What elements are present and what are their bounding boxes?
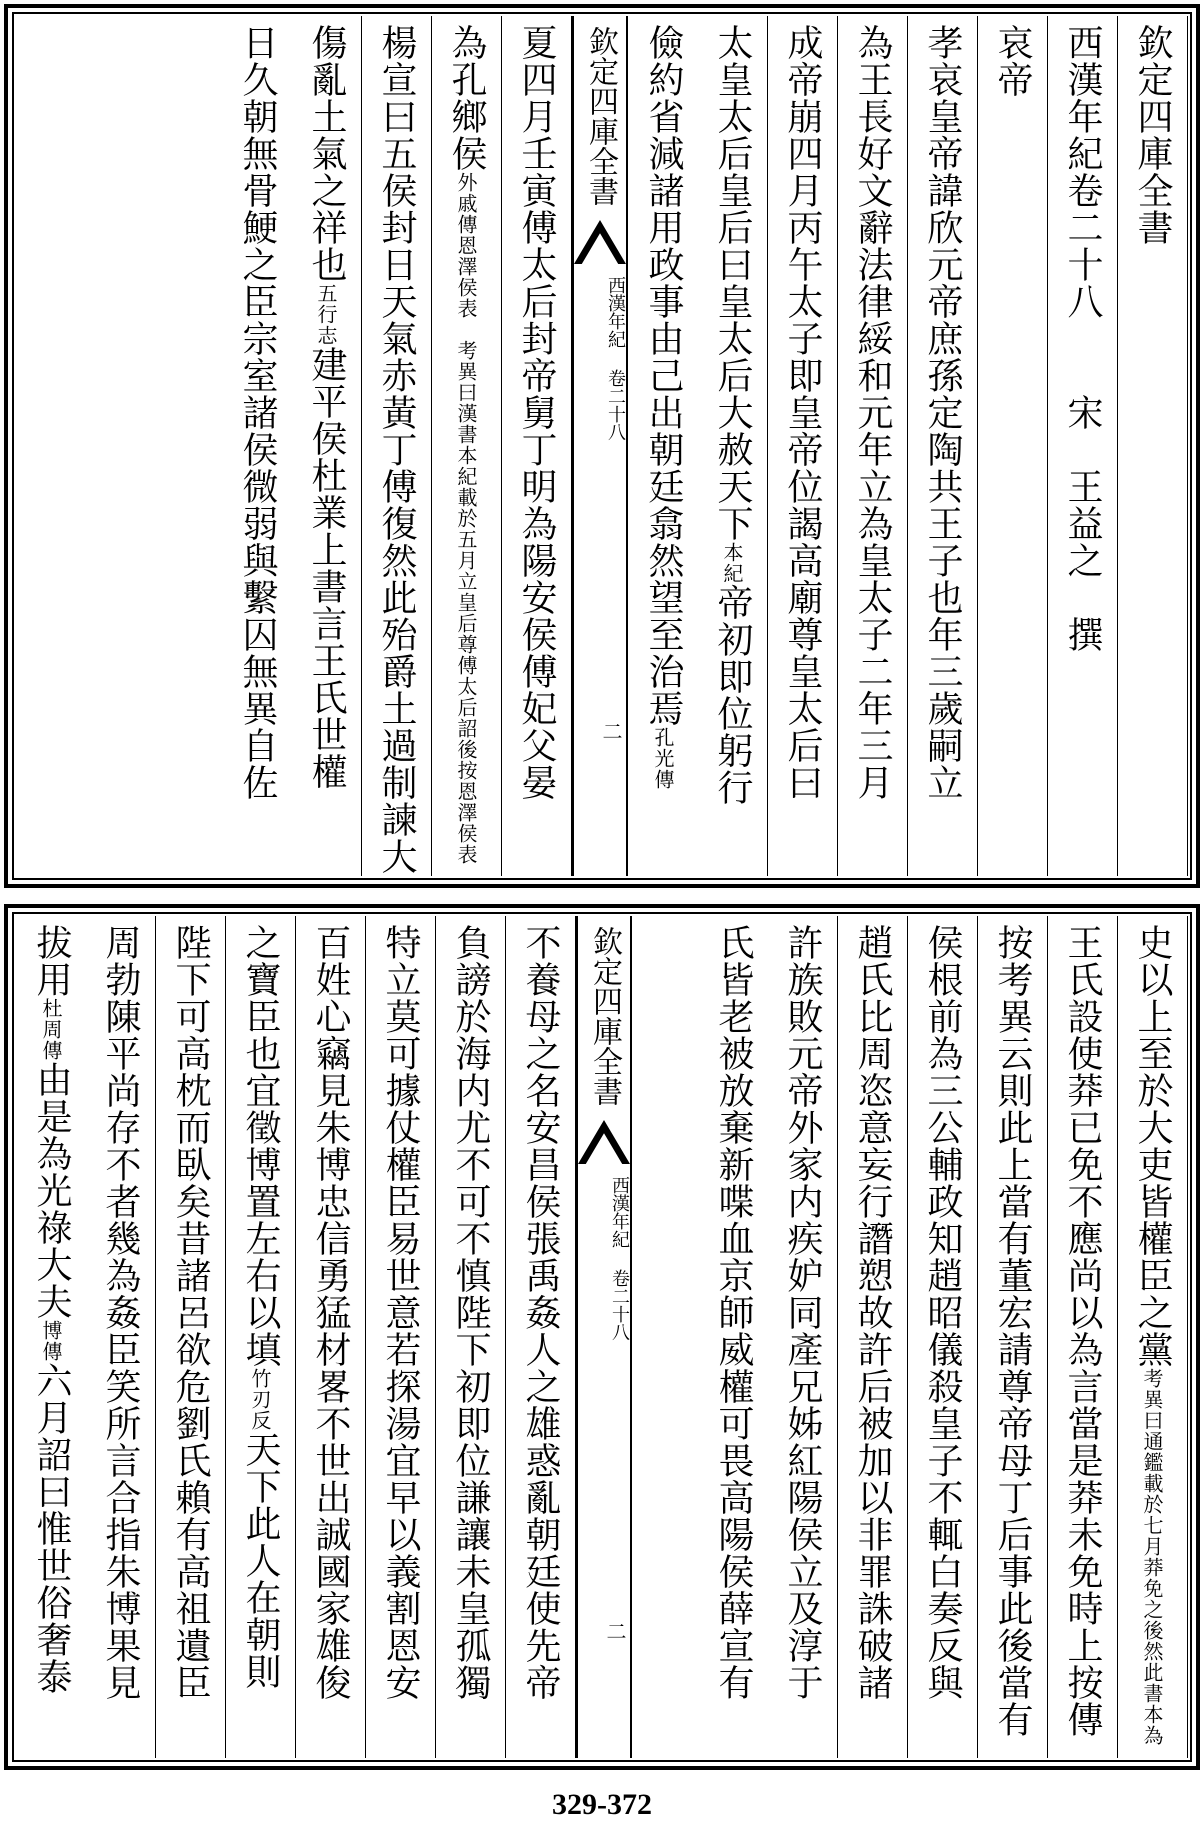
column-text: 不養母之名安昌侯張禹姦人之雄惑亂朝廷使先帝 (520, 924, 561, 1701)
column-text: 日久朝無骨鯁之臣宗室諸侯微弱與繫囚無異自佐 (237, 24, 278, 801)
annotation-note: 五行志 (314, 283, 338, 346)
upper-left-half (16, 16, 572, 876)
column-text: 氏皆老被放棄新喋血京師威權可畏高陽侯薛宣有 (713, 924, 754, 1701)
column-text: 史以上至於大吏皆權臣之黨 (1132, 924, 1173, 1368)
column-text: 孝哀皇帝諱欣元帝庶孫定陶共王子也年三歲嗣立 (922, 24, 963, 801)
page-lower (4, 904, 1200, 1770)
text-column (838, 16, 908, 876)
text-column (86, 916, 156, 1758)
fishtail-mark (574, 220, 626, 264)
text-column (366, 916, 436, 1758)
column-text: 太皇太后皇后曰皇太后大赦天下 (712, 24, 753, 542)
column-text: 拔用 (31, 924, 72, 998)
text-column (432, 16, 502, 876)
text-column (156, 916, 226, 1758)
column-text: 按考異云則此上當有董宏請尊帝母丁后事此後當有 (992, 924, 1033, 1738)
column-text: 周勃陳平尚存不者幾為姦臣笑所言合指朱博果見 (100, 924, 141, 1701)
text-column (16, 916, 86, 1758)
column-text: 成帝崩四月丙午太子即皇帝位謁高廟尊皇太后曰 (782, 24, 823, 801)
page-lower-body (16, 916, 1188, 1758)
annotation-note: 孔光傳 (651, 727, 675, 790)
column-text: 趙氏比周恣意妄行譖愬故許后被加以非罪誅破諸 (852, 924, 893, 1701)
text-column (628, 16, 698, 876)
text-column (768, 916, 838, 1758)
column-text: 欽定四庫全書 (1132, 24, 1173, 246)
annotation-note: 外戚傳恩澤侯表 考異曰漢書本紀載於五月立皇后尊傅太后詔後按恩澤侯表 (454, 172, 478, 865)
column-text: 為王長好文辭法律綏和元年立為皇太子二年三月 (852, 24, 893, 801)
annotation-note: 杜周傳 (39, 998, 63, 1061)
column-text: 負謗於海内尤不可不慎陛下初即位謙讓未皇孤獨 (450, 924, 491, 1701)
annotation-note: 竹刃反 (248, 1368, 272, 1431)
text-column (1118, 916, 1188, 1758)
text-column (222, 16, 292, 876)
column-text-continued: 天下此人在朝則 (240, 1431, 281, 1690)
fishtail-subtitle: 西漢年紀 卷二十八 (609, 1176, 630, 1341)
fishtail-book-title: 欽定四庫全書 (587, 926, 622, 1106)
column-text: 夏四月壬寅傅太后封帝舅丁明為陽安侯傅妃父晏 (516, 24, 557, 801)
column-text-continued: 建平侯杜業上書言王氏世權 (306, 346, 347, 790)
lower-right-half (632, 916, 1188, 1758)
fishtail-page-number: 二 (599, 721, 623, 741)
text-column (292, 16, 362, 876)
column-text-continued: 帝初即位躬行 (712, 584, 753, 806)
column-text: 哀帝 (992, 24, 1033, 98)
text-column (908, 916, 978, 1758)
annotation-note: 博傳 (39, 1320, 63, 1362)
text-column (436, 916, 506, 1758)
fishtail-column (576, 916, 632, 1758)
fishtail-subtitle: 西漢年紀 卷二十八 (605, 276, 626, 441)
text-column (502, 16, 572, 876)
column-text: 侯根前為三公輔政知趙昭儀殺皇子不輒白奏反與 (922, 924, 963, 1701)
column-text: 儉約省減諸用政事由己出朝廷翕然望至治焉 (643, 24, 684, 727)
fishtail-column (572, 16, 628, 876)
upper-right-half (628, 16, 1188, 876)
text-column (698, 916, 768, 1758)
text-column (908, 16, 978, 876)
text-column (362, 16, 432, 876)
fishtail-book-title: 欽定四庫全書 (583, 26, 618, 206)
column-text: 為孔鄉侯 (446, 24, 487, 172)
column-text: 傷亂土氣之祥也 (306, 24, 347, 283)
column-text: 百姓心竊見朱博忠信勇猛材畧不世出誠國家雄俊 (310, 924, 351, 1701)
text-column (226, 916, 296, 1758)
column-text: 之寶臣也宜徵博置左右以填 (240, 924, 281, 1368)
fishtail-page-number: 二 (603, 1621, 627, 1641)
text-column (1118, 16, 1188, 876)
text-column (296, 916, 366, 1758)
text-column (978, 16, 1048, 876)
annotation-note: 考異曰通鑑載於七月莽免之後然此書本為 (1140, 1368, 1164, 1746)
text-column (1048, 16, 1118, 876)
text-column (506, 916, 576, 1758)
column-text: 特立莫可據仗權臣易世意若探湯宜早以義割恩安 (380, 924, 421, 1701)
column-text: 王氏設使莽已免不應尚以為言當是莽未免時上按傳 (1062, 924, 1103, 1738)
column-text-continued: 六月詔曰惟世俗奢泰 (31, 1362, 72, 1695)
column-text-continued: 由是為光祿大夫 (31, 1061, 72, 1320)
fishtail-mark (578, 1120, 630, 1164)
text-column (838, 916, 908, 1758)
lower-left-half (16, 916, 576, 1758)
text-column (978, 916, 1048, 1758)
text-column (768, 16, 838, 876)
column-text: 陛下可高枕而臥矣昔諸呂欲危劉氏賴有高祖遺臣 (170, 924, 211, 1701)
page-upper-body (16, 16, 1188, 876)
annotation-note: 本紀 (720, 542, 744, 584)
text-column (698, 16, 768, 876)
column-text: 楊宣曰五侯封日天氣赤黃丁傅復然此殆爵土過制 (376, 24, 417, 801)
text-column (1048, 916, 1118, 1758)
page-upper (4, 4, 1200, 888)
column-text-continued: 諫大 (376, 801, 417, 875)
page-number-footer: 329-372 (552, 1788, 652, 1821)
column-text: 許族敗元帝外家内疾妒同產兄姊紅陽侯立及淳于 (782, 924, 823, 1701)
column-text: 西漢年紀卷二十八 宋 王益之 撰 (1062, 24, 1103, 653)
